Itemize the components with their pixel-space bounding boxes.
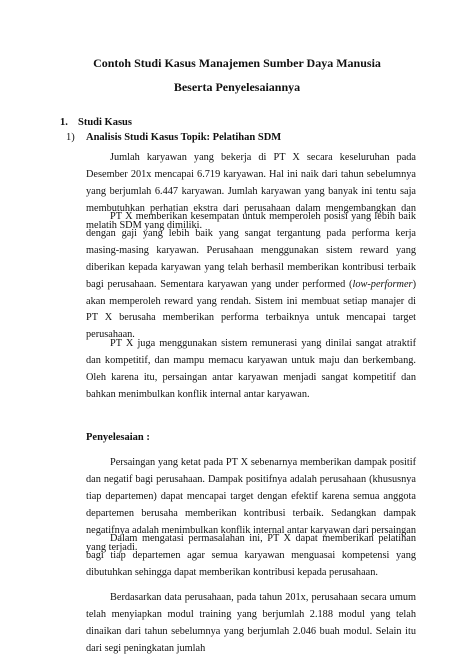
subsection-label: Analisis Studi Kasus Topik: Pelatihan SDM — [86, 132, 282, 143]
paragraph-1-text: Jumlah karyawan yang bekerja di PT X secara keseluruhan pada Desember 201x mencapai 6.719 karyawan. Hal ini naik dari tahun sebelumnya yang berjumlah 6.447 karyawan. Jumlah karyawan yang banyak ini tentu saja membutuhkan perhatian ekstra dari perusahaan dalam mengembangkan dan melatih SDM yang dimiliki. — [86, 152, 416, 231]
solution-paragraph-1-text: Persaingan yang ketat pada PT X sebenarnya memberikan dampak positif dan negatif bagi perusahaan. Dampak positifnya adalah perusahaan (khususnya tiap departemen) dapat mencapai target dengan efektif karena semua anggota departemen berusaha memberikan kontribusi terbaik. Sedangkan dampak negatifnya adalah menimbulkan konflik internal antar karyawan dari persaingan yang terjadi. — [86, 457, 416, 553]
paragraph-3-text: PT X juga menggunakan sistem remunerasi yang dinilai sangat atraktif dan kompetitif, dan mampu memacu karyawan untuk maju dan berkembang. Oleh karena itu, persaingan antar karyawan menjadi sangat kompetitif dan bahkan menimbulkan konflik internal antar karyawan. — [86, 338, 416, 400]
paragraph-2-italic: low-performer — [352, 278, 413, 290]
solution-paragraph-3 — [86, 590, 416, 658]
document-title-line2: Beserta Penyelesaiannya — [173, 80, 301, 94]
subsection-number: 1) — [66, 132, 75, 143]
solution-paragraph-2-text: Dalam mengatasi permasalahan ini, PT X dapat memberikan pelatihan bagi tiap departemen agar semua karyawan menguasai kompetensi yang dibutuhkan sehingga dapat memberikan kontribusi kepada perusahaan. — [86, 533, 416, 578]
document-title-line1: Contoh Studi Kasus Manajemen Sumber Daya Manusia — [93, 56, 381, 70]
section-label: Studi Kasus — [78, 117, 132, 128]
solution-paragraph-2 — [86, 531, 416, 582]
section-number: 1. — [60, 117, 68, 128]
paragraph-2-text-after: ) akan memperoleh reward yang rendah. Sistem ini membuat setiap manajer di PT X berusaha memberikan performa terbaiknya untuk mencapai target perusahaan. — [86, 278, 416, 341]
subsection-heading — [66, 131, 281, 144]
paragraph-2-text-before: PT X memberikan kesempatan untuk memperoleh posisi yang lebih baik dengan gaji yang lebih baik yang sangat tergantung pada performa kerja masing-masing karyawan. Perusahaan menggunakan sistem reward yang diberikan kepada karyawan yang telah berhasil memberikan kontribusi terbaik bagi perusahaan. Sementara karyawan yang under performed ( — [86, 211, 416, 290]
paragraph-3 — [86, 336, 416, 404]
solution-paragraph-3-text: Berdasarkan data perusahaan, pada tahun 201x, perusahaan secara umum telah menyiapkan modul training yang berjumlah 2.188 modul yang telah dinaikan dari tahun sebelumnya yang berjumlah 2.046 buah modul. Selain itu dari segi peningkatan jumlah — [86, 592, 416, 654]
section-heading — [60, 116, 132, 129]
solution-heading: Penyelesaian : — [86, 432, 150, 443]
paragraph-2 — [86, 209, 416, 344]
